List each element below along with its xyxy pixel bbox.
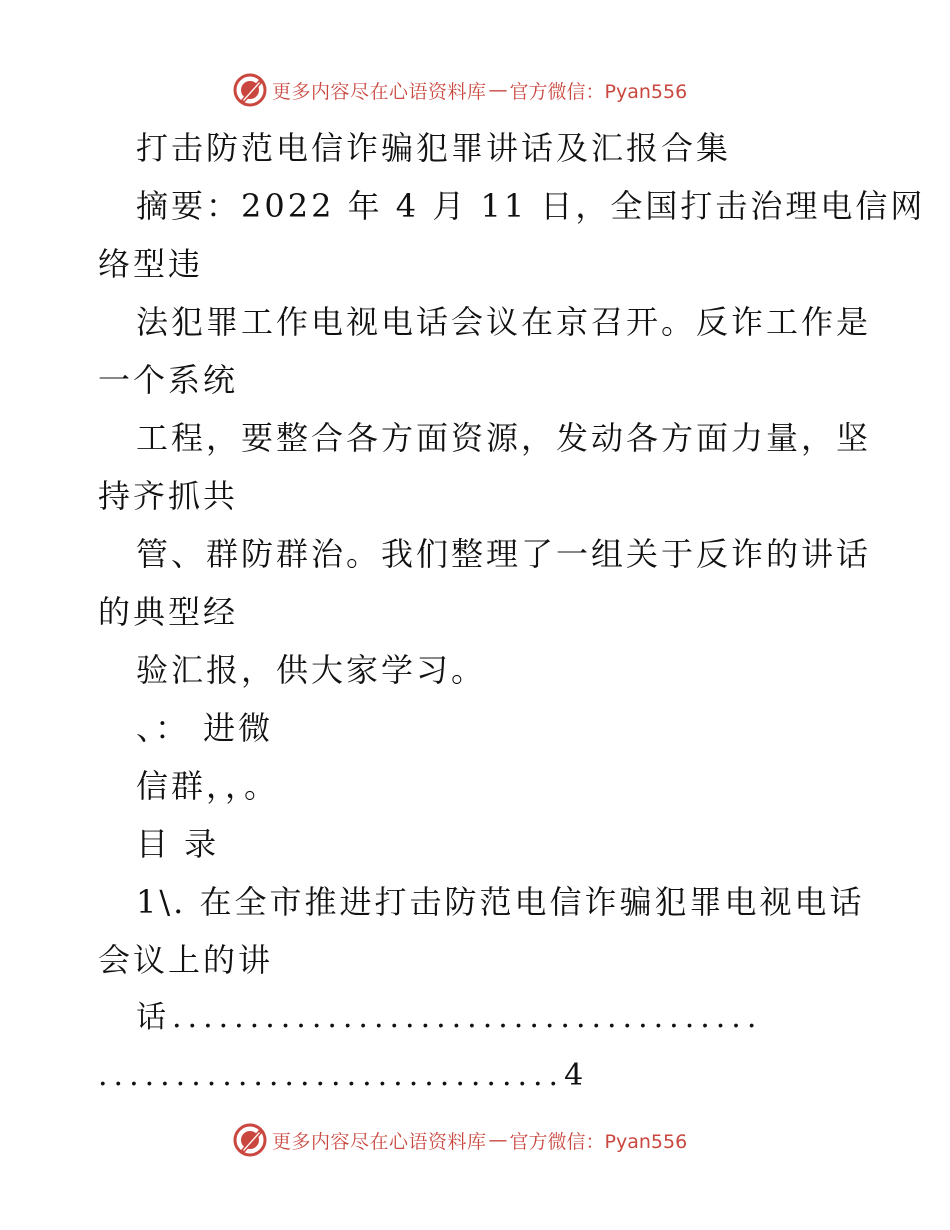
paragraph-line: 法犯罪工作电视电话会议在京召开。反诈工作是 [136, 303, 872, 341]
paragraph-line: 信群，，。 [136, 767, 280, 805]
watermark-wechat: 官方微信：Pyan556 [509, 80, 688, 103]
paragraph-line: 验汇报，供大家学习。 [136, 651, 487, 689]
toc-entry: 1\. 在全市推进打击防范电信诈骗犯罪电视电话 [136, 883, 865, 921]
brand-logo-icon [232, 72, 268, 108]
watermark-text: 更多内容尽在心语资料库 [272, 80, 487, 103]
paragraph-line: 一个系统 [98, 361, 239, 399]
paragraph-line: 工程，要整合各方面资源，发动各方面力量，坚 [136, 419, 872, 457]
paragraph-line: 摘要：2022 年 4 月 11 日，全国打击治理电信网 [136, 187, 926, 225]
toc-entry: 会议上的讲 [98, 941, 274, 979]
toc-heading: 目 录 [136, 825, 220, 863]
watermark-header [232, 70, 687, 110]
watermark-wechat: 官方微信：Pyan556 [509, 1130, 688, 1153]
watermark-footer [232, 1120, 687, 1160]
paragraph-line: 的典型经 [98, 593, 239, 631]
paragraph-line: 管、群防群治。我们整理了一组关于反诈的讲话 [136, 535, 872, 573]
watermark-text: 更多内容尽在心语资料库 [272, 1130, 487, 1153]
paragraph-line: 络型违 [98, 245, 204, 283]
toc-entry-leader: 话...................................... [136, 1000, 763, 1035]
brand-logo-icon [232, 1122, 268, 1158]
watermark-dash: — [488, 1129, 508, 1151]
document-title: 打击防范电信诈骗犯罪讲话及汇报合集 [136, 129, 732, 167]
watermark-dash: — [488, 79, 508, 101]
paragraph-line: 、： 进微 [136, 709, 274, 747]
paragraph-line: 持齐抓共 [98, 477, 239, 515]
toc-entry-page: ..............................4 [98, 1058, 590, 1093]
